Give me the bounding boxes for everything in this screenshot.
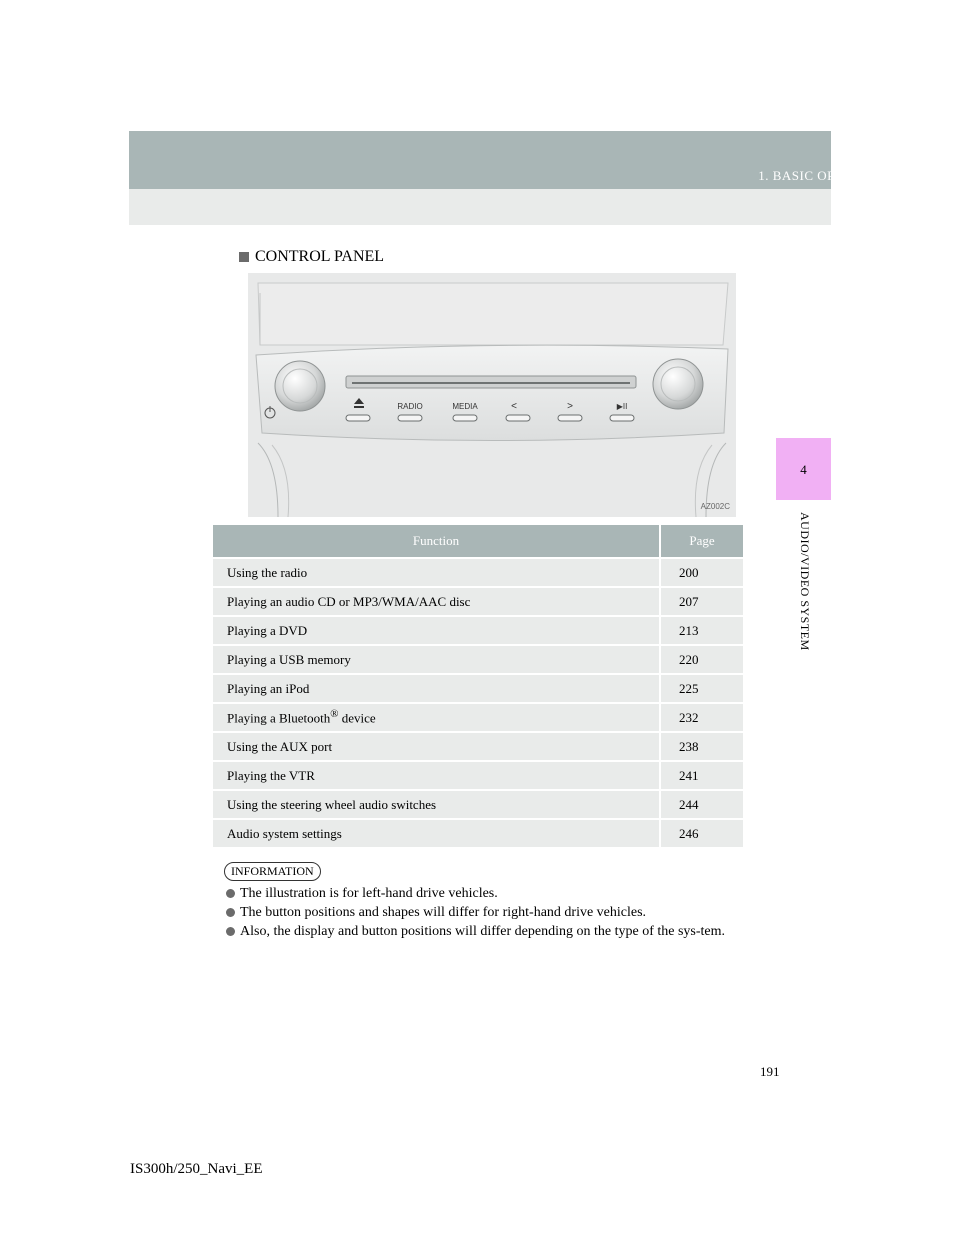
control-panel-illustration bbox=[248, 273, 736, 517]
play-pause-label: ▶II bbox=[616, 402, 628, 411]
function-cell: Playing an iPod bbox=[213, 674, 660, 703]
table-row bbox=[213, 703, 743, 732]
function-cell: Using the steering wheel audio switches bbox=[213, 790, 660, 819]
function-cell bbox=[213, 703, 660, 732]
header-title: 1. BASIC OPERATION bbox=[758, 168, 894, 183]
header-page: Page bbox=[660, 525, 743, 558]
list-item bbox=[224, 922, 764, 941]
information-label: INFORMATION bbox=[224, 862, 321, 881]
information-text: The illustration is for left-hand drive vehicles. bbox=[240, 886, 498, 901]
information-list bbox=[224, 884, 764, 941]
bullet-icon bbox=[226, 889, 235, 898]
page-cell: 241 bbox=[660, 761, 743, 790]
page-cell: 220 bbox=[660, 645, 743, 674]
header-function: Function bbox=[213, 525, 660, 558]
table-row bbox=[213, 558, 743, 587]
page-cell: 246 bbox=[660, 819, 743, 848]
radio-label: RADIO bbox=[397, 402, 423, 411]
bullet-icon bbox=[226, 927, 235, 936]
table-row bbox=[213, 732, 743, 761]
function-cell: Using the radio bbox=[213, 558, 660, 587]
function-cell: Playing a USB memory bbox=[213, 645, 660, 674]
chapter-number: 4 bbox=[800, 462, 807, 477]
function-cell: Audio system settings bbox=[213, 819, 660, 848]
page-cell: 238 bbox=[660, 732, 743, 761]
next-label: > bbox=[567, 401, 573, 412]
page-cell: 200 bbox=[660, 558, 743, 587]
table-row bbox=[213, 674, 743, 703]
function-cell: Using the AUX port bbox=[213, 732, 660, 761]
bullet-icon bbox=[226, 908, 235, 917]
list-item bbox=[224, 903, 764, 922]
section-title: CONTROL PANEL bbox=[255, 248, 385, 265]
header-sub-band bbox=[129, 189, 831, 225]
page-cell: 244 bbox=[660, 790, 743, 819]
table-row bbox=[213, 587, 743, 616]
function-cell: Playing a DVD bbox=[213, 616, 660, 645]
page-cell: 225 bbox=[660, 674, 743, 703]
function-table bbox=[213, 525, 743, 849]
function-cell: Playing an audio CD or MP3/WMA/AAC disc bbox=[213, 587, 660, 616]
page-cell: 213 bbox=[660, 616, 743, 645]
page-cell: 207 bbox=[660, 587, 743, 616]
table-row bbox=[213, 761, 743, 790]
square-bullet-icon bbox=[239, 252, 249, 262]
table-header-row bbox=[213, 525, 743, 558]
prev-label: < bbox=[511, 401, 517, 412]
table-row bbox=[213, 819, 743, 848]
chapter-label: AUDIO/VIDEO SYSTEM bbox=[798, 512, 812, 651]
function-text: Playing a Bluetooth bbox=[227, 710, 331, 726]
media-label: MEDIA bbox=[452, 402, 478, 411]
table-row bbox=[213, 645, 743, 674]
function-cell: Playing the VTR bbox=[213, 761, 660, 790]
illustration-code: AZ002C bbox=[700, 502, 730, 511]
list-item bbox=[224, 884, 764, 903]
section-heading bbox=[239, 248, 384, 266]
table-row bbox=[213, 790, 743, 819]
footer-model: IS300h/250_Navi_EE bbox=[130, 1161, 263, 1177]
page-cell: 232 bbox=[660, 703, 743, 732]
header-band bbox=[129, 131, 831, 189]
control-panel-drawing bbox=[248, 273, 736, 517]
function-text: device bbox=[338, 710, 376, 726]
page-number: 191 bbox=[760, 1064, 780, 1079]
information-text: The button positions and shapes will differ for right-hand drive vehicles. bbox=[240, 905, 647, 920]
table-row bbox=[213, 616, 743, 645]
information-text: Also, the display and button positions will differ depending on the type of the sys-tem. bbox=[240, 924, 726, 939]
registered-mark: ® bbox=[330, 708, 339, 721]
chapter-tab bbox=[776, 438, 831, 500]
